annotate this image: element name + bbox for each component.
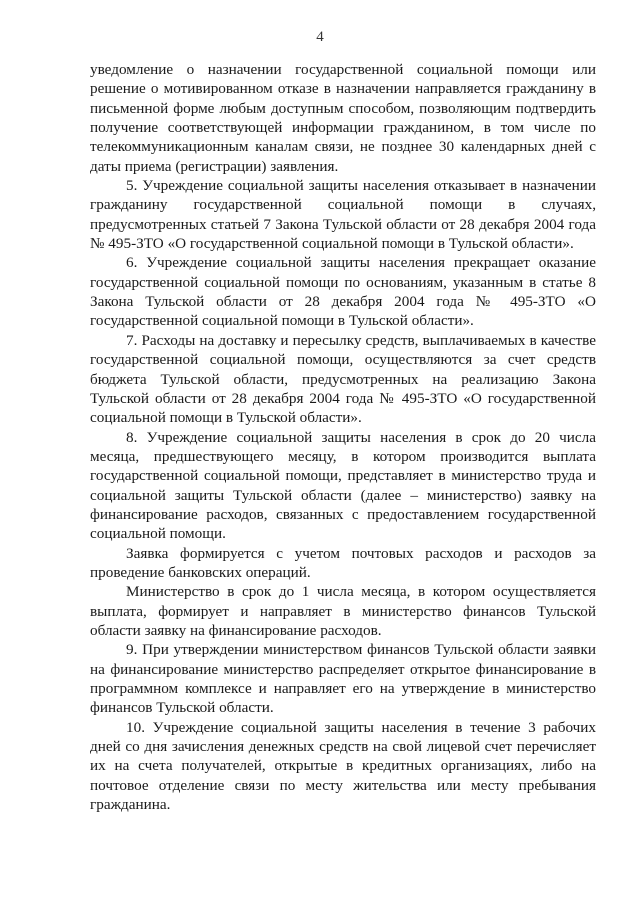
paragraph-item-8: 8. Учреждение социальной защиты населения в срок до 20 числа месяца, предшествующего месяцу, в котором производится выплата государственной социальной помощи, представляет в министерство труда и социальной защиты Тульской области (далее – министерство) заявку на финансирование расходов, связанных с предоставлением государственной социальной помощи.: [90, 428, 596, 543]
paragraph-ministry-deadline: Министерство в срок до 1 числа месяца, в котором осуществляется выплата, формирует и направляет в министерство финансов Тульской области заявку на финансирование расходов.: [90, 583, 596, 639]
paragraph-application-note: Заявка формируется с учетом почтовых расходов и расходов за проведение банковских операций.: [90, 544, 596, 581]
page-number: 4: [316, 29, 324, 45]
paragraph-item-9: 9. При утверждении министерством финансов Тульской области заявки на финансирование министерство распределяет открытое финансирование в программном комплексе и направляет его на утверждение в министерство финансов Тульской области.: [90, 641, 596, 717]
paragraph-continuation: уведомление о назначении государственной социальной помощи или решение о мотивированном отказе в назначении направляется гражданину в письменной форме любым доступным способом, позволяющим подтвердить получение соответствующей информации гражданином, в том числе по телекоммуникационным каналам связи, не позднее 30 календарных дней с даты приема (регистрации) заявления.: [90, 61, 596, 175]
document-body: [90, 60, 596, 814]
paragraph-item-5: 5. Учреждение социальной защиты населения отказывает в назначении гражданину государственной социальной помощи в случаях, предусмотренных статьей 7 Закона Тульской области от 28 декабря 2004 года № 495-ЗТО «О государственной социальной помощи в Тульской области».: [90, 177, 596, 253]
paragraph-item-6: 6. Учреждение социальной защиты населения прекращает оказание государственной социальной помощи по основаниям, указанным в статье 8 Закона Тульской области от 28 декабря 2004 года № 495-ЗТО «О государственной социальной помощи в Тульской области».: [90, 254, 596, 330]
paragraph-item-7: 7. Расходы на доставку и пересылку средств, выплачиваемых в качестве государственной социальной помощи, осуществляются за счет средств бюджета Тульской области, предусмотренных на реализацию Закона Тульской области от 28 декабря 2004 года № 495-ЗТО «О государственной социальной помощи в Тульской области».: [90, 331, 596, 427]
paragraph-item-10: 10. Учреждение социальной защиты населения в течение 3 рабочих дней со дня зачисления денежных средств на свой лицевой счет перечисляет их на счета получателей, открытые в кредитных организациях, либо на почтовое отделение связи по месту жительства или месту пребывания гражданина.: [90, 718, 596, 814]
